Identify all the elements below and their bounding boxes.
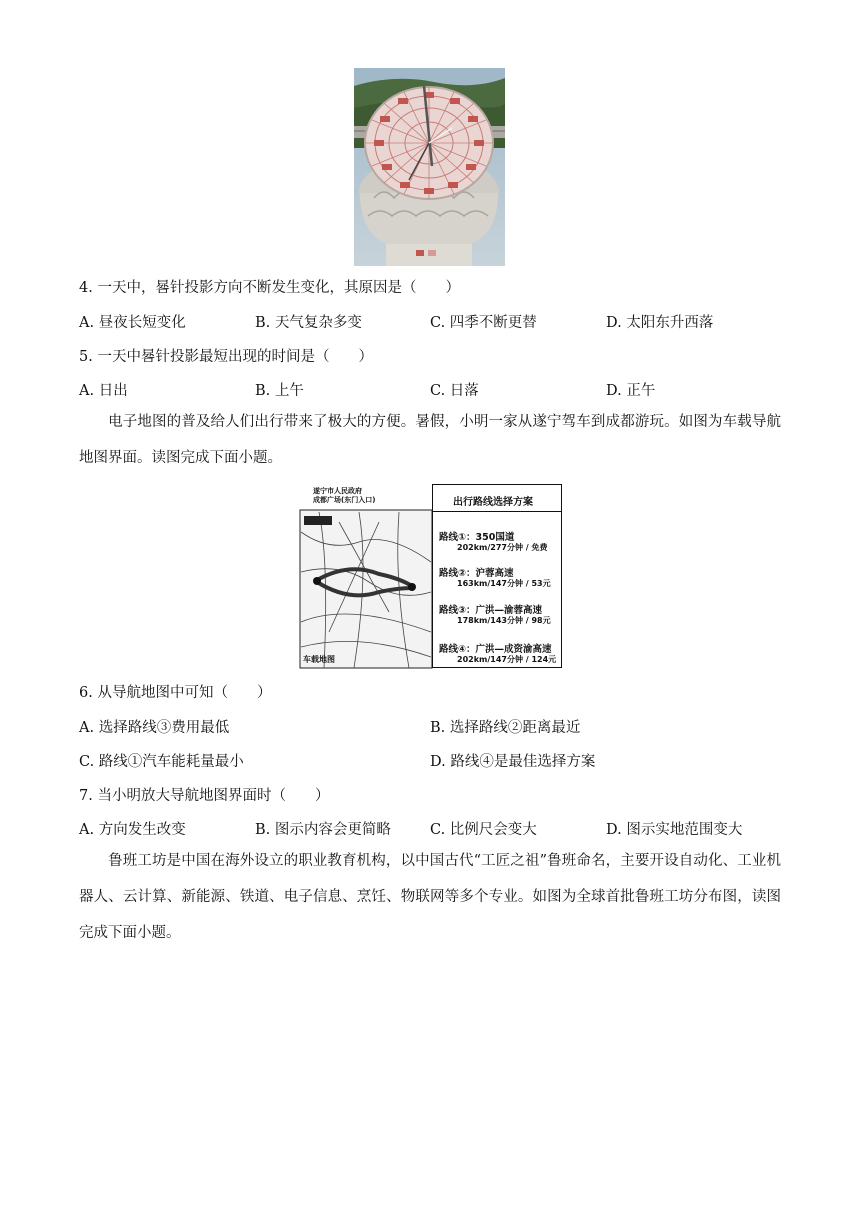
q6-option-a: A. 选择路线③费用最低 <box>79 720 230 736</box>
q5-option-b: B. 上午 <box>255 383 304 399</box>
passage-luban-workshop <box>79 843 781 951</box>
q4-option-c: C. 四季不断更替 <box>430 315 537 331</box>
q6-option-b: B. 选择路线②距离最近 <box>430 720 581 736</box>
q4-option-a: A. 昼夜长短变化 <box>79 315 186 331</box>
nav-destination-text: 成都广场(东门入口) <box>313 496 376 504</box>
route-3-detail: 178km/143分钟 / 98元 <box>457 616 551 625</box>
navigation-map-figure <box>299 482 564 670</box>
route-2-name: 路线②：沪蓉高速 <box>439 568 514 579</box>
q5-option-a: A. 日出 <box>79 383 128 399</box>
route-2-detail: 163km/147分钟 / 53元 <box>457 579 551 588</box>
passage-luban-text: 鲁班工坊是中国在海外设立的职业教育机构，以中国古代“工匠之祖”鲁班命名，主要开设自动化、工业机器人、云计算、新能源、铁道、电子信息、烹饪、物联网等多个专业。如图为全球首批鲁班工坊分布图，读图完成下面小题。 <box>79 853 781 941</box>
q6-option-d: D. 路线④是最佳选择方案 <box>430 754 596 770</box>
q5-option-c: C. 日落 <box>430 383 479 399</box>
question-4-stem: 4. 一天中，晷针投影方向不断发生变化，其原因是（ ） <box>79 280 460 296</box>
nav-start-text: 遂宁市人民政府 <box>313 487 362 495</box>
q4-option-b: B. 天气复杂多变 <box>255 315 362 331</box>
question-6-stem: 6. 从导航地图中可知（ ） <box>79 685 272 701</box>
passage-navigation <box>79 404 781 476</box>
q6-option-c: C. 路线①汽车能耗量最小 <box>79 754 244 770</box>
sundial-photo <box>354 68 505 266</box>
route-1-name: 路线①：350国道 <box>439 532 515 543</box>
route-1-detail: 202km/277分钟 / 免费 <box>457 543 548 552</box>
route-3-name: 路线③：广洪—渝蓉高速 <box>439 605 543 616</box>
route-panel-title: 出行路线选择方案 <box>453 497 533 508</box>
q5-option-d: D. 正午 <box>606 383 656 399</box>
q7-option-c: C. 比例尺会变大 <box>430 822 537 838</box>
q4-option-d: D. 太阳东升西落 <box>606 315 714 331</box>
passage-navigation-text: 电子地图的普及给人们出行带来了极大的方便。暑假，小明一家从遂宁驾车到成都游玩。如图为车载导航地图界面。读图完成下面小题。 <box>79 414 781 466</box>
q7-option-a: A. 方向发生改变 <box>79 822 186 838</box>
route-4-detail: 202km/147分钟 / 124元 <box>457 655 557 664</box>
route-panel <box>432 484 562 668</box>
question-7-stem: 7. 当小明放大导航地图界面时（ ） <box>79 788 330 804</box>
question-5-stem: 5. 一天中晷针投影最短出现的时间是（ ） <box>79 349 373 365</box>
route-4-name: 路线④：广洪—成资渝高速 <box>439 644 552 655</box>
nav-map-label: 车载地图 <box>303 655 335 664</box>
q7-option-d: D. 图示实地范围变大 <box>606 822 743 838</box>
q7-option-b: B. 图示内容会更简略 <box>255 822 391 838</box>
